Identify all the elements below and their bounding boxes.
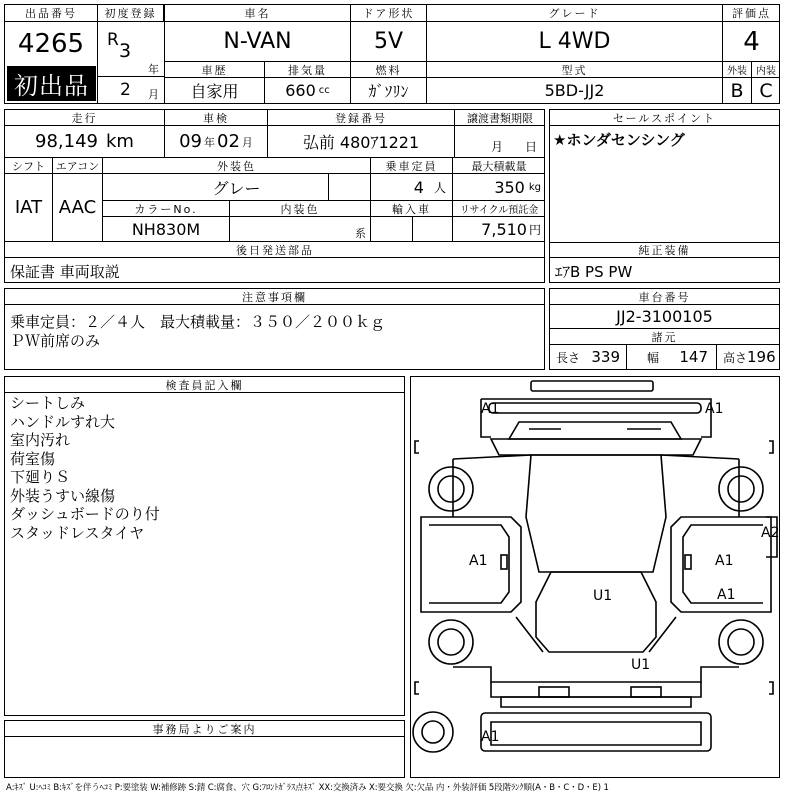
inspection-month-suffix: 月 [241,135,253,149]
door-type: 5V [351,22,427,62]
height: 196 [747,348,776,366]
sales-label: セールスポイント [550,110,779,126]
damage-mark-front-left: A1 [481,401,500,417]
legend: A:ｷｽﾞ U:ﾍｺﾐ B:ｷｽﾞを伴うﾍｺﾐ P:要塗装 W:補修跡 S:錆 C:腐食、穴 G:ﾌﾛﾝﾄｶﾞﾗｽ点ｷｽﾞ XX:交換済み X:要交換 欠:欠品 内・外装評価 5段階ﾗﾝｸ順(A・B・C・D・E) 1 [6,783,609,793]
lot-badge: 初出品 [7,66,96,101]
color-no-label: カラーNo. [103,201,230,217]
equipment: ｴｱB PS PW [555,263,633,281]
damage-mark-right-slide: A1 [717,587,736,603]
inspector-line: ハンドルすれ大 [10,412,116,431]
shift: IAT [5,174,53,242]
damage-mark-left-door: A1 [469,553,488,569]
max-load-unit: kg [528,181,541,193]
chassis-number: JJ2-3100105 [550,305,779,329]
damage-mark-rear-bumper: A1 [481,729,500,745]
score-label: 評価点 [723,5,780,22]
inspection-cell [165,126,268,158]
damage-mark-front-right: A1 [705,401,724,417]
ac-label: エアコン [53,158,103,174]
color: グレー [103,174,371,201]
inspector-line: 下廻りＳ [10,468,71,486]
exterior-grade: B [723,78,752,103]
inspector-notes [10,394,160,542]
displacement-unit: cc [318,85,330,96]
recycle-unit: 円 [528,222,541,237]
interior-color-suffix: 系 [355,227,366,240]
notes-line-1: 乗車定員：２／４人 最大積載量：３５０／２００ｋｇ [10,313,386,331]
inspector-label: 検査員記入欄 [5,377,404,393]
capacity-cell [371,174,453,201]
lot-number: 4265 [5,22,98,66]
dims-label: 諸元 [550,329,779,345]
office-label: 事務局よりご案内 [5,721,404,737]
inspection-label: 車検 [165,110,268,126]
length-label: 長さ [556,350,581,365]
later-parts-label: 後日発送部品 [5,242,545,258]
transfer-month: 月 [490,140,503,154]
mileage-cell [5,126,165,158]
first-registration-label: 初度登録 [98,5,164,22]
capacity-label: 乗車定員 [371,158,453,174]
chassis-label: 車台番号 [550,289,779,305]
color-label: 外装色 [103,158,371,174]
car-diagram [410,376,780,778]
grade-label: グレード [427,5,723,22]
recycle-cell [453,217,545,242]
history: 自家用 [165,78,265,103]
mileage: 98,149 [35,131,98,152]
color-no: NH830M [103,217,230,242]
damage-mark-right-door: A1 [715,553,734,569]
max-load-cell [453,174,545,201]
interior-color-label: 内装色 [230,201,371,217]
capacity-unit: 人 [433,180,446,195]
later-parts: 保証書 車両取説 [10,263,120,281]
car-outline [411,377,778,776]
width: 147 [679,348,708,366]
transfer-cell [455,126,545,158]
registration-label: 登録番号 [268,110,455,126]
mileage-label: 走行 [5,110,165,126]
car-name: N-VAN [165,22,351,62]
transfer-day: 日 [524,140,537,154]
transfer-label: 譲渡書類期限 [455,110,545,126]
damage-mark-rear: U1 [631,657,651,673]
height-label: 高さ [723,350,748,365]
interior-color-cell [230,217,371,242]
notes-label: 注意事項欄 [5,289,544,305]
door-label: ドア形状 [351,5,427,22]
max-load: 350 [494,177,525,197]
notes-line-2: ＰＷ前席のみ [10,332,101,350]
shift-label: シフト [5,158,53,174]
import-label: 輸入車 [371,201,453,217]
inspector-line: 外装うすい線傷 [10,486,116,505]
capacity: 4 [413,177,424,197]
grade: L 4WD [427,22,723,62]
damage-mark-right-fender: A2 [761,525,780,541]
model: 5BD-JJ2 [427,78,723,103]
inspector-line: 荷室傷 [10,449,56,468]
score: 4 [723,22,780,62]
inspector-line: シートしみ [10,394,86,412]
registration-number: 弘前 480ｱ1221 [268,126,455,158]
lot-number-label: 出品番号 [5,5,98,22]
interior-label: 内装 [752,62,780,78]
displacement: 660 [285,81,316,100]
fuel-label: 燃料 [351,62,427,78]
length: 339 [591,348,620,366]
mileage-unit: km [106,131,134,152]
car-name-label: 車名 [165,5,351,22]
inspection-month: 02 [217,131,240,152]
ac: AAC [53,174,103,242]
fuel: ｶﾞｿﾘﾝ [351,78,427,103]
year-suffix: 年 [148,63,159,76]
inspector-line: 室内汚れ [10,431,71,449]
inspector-line: スタッドレスタイヤ [10,523,145,542]
inspector-line: ダッシュボードのり付 [10,505,160,523]
era-year: 3 [119,40,132,62]
equipment-label: 純正装備 [550,242,779,258]
month-suffix: 月 [148,88,159,101]
displacement-cell [265,78,351,103]
model-label: 型式 [427,62,723,78]
length-cell [550,345,627,369]
era-letter: R [107,30,119,50]
recycle-label: リサイクル預託金 [453,201,545,217]
history-label: 車歴 [165,62,265,78]
exterior-label: 外装 [723,62,752,78]
reg-month: 2 [120,80,131,100]
max-load-label: 最大積載量 [453,158,545,174]
recycle: 7,510 [481,219,527,239]
interior-grade: C [759,79,773,102]
displacement-label: 排気量 [265,62,351,78]
inspection-year-suffix: 年 [204,135,215,149]
sales-point: ★ホンダセンシング [553,131,685,149]
width-label: 幅 [647,350,660,365]
width-cell [627,345,717,369]
inspection-year: 09 [179,131,202,152]
height-cell [717,345,779,369]
damage-mark-roof: U1 [593,588,613,604]
